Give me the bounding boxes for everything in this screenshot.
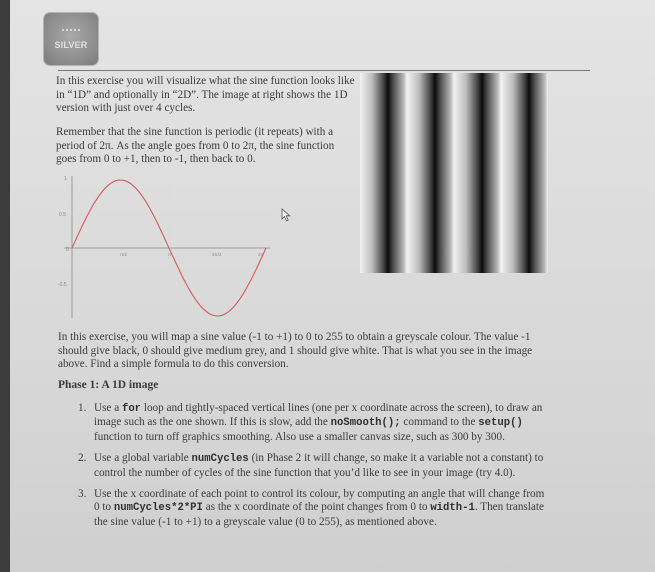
step-text: Use the x coordinate of each point to control its colour, by computing an angle that will change from 0 to xyxy=(94,488,545,514)
step-number: 3. xyxy=(78,488,87,501)
step-text: Use a xyxy=(94,402,122,414)
code-numcycles-2pi: numCycles*2*PI xyxy=(113,502,203,515)
step-3 xyxy=(78,488,548,529)
code-setup: setup() xyxy=(478,417,523,430)
x-tick-pi-2: π/2 xyxy=(120,252,127,257)
code-for: for xyxy=(121,403,142,415)
intro-paragraph-2: Remember that the sine function is periodic (it repeats) with a period of 2π. As the angle goes from 0 to 2π, the sine function goes from 0 to +1, then to -1, then back to 0. xyxy=(56,126,335,166)
step-text: function to turn off graphics smoothing. Also use a smaller canvas size, such as 300 by 300. xyxy=(94,430,505,443)
sine-plot xyxy=(58,170,278,320)
step-number: 1. xyxy=(78,402,87,414)
y-tick-1: 1 xyxy=(64,176,67,182)
step-text: Use a global variable xyxy=(94,452,192,465)
step-2 xyxy=(78,452,548,480)
x-tick-3pi-2: 3π/2 xyxy=(212,252,222,257)
instruction-steps xyxy=(78,402,548,537)
mouse-cursor-icon xyxy=(281,208,293,222)
step-1 xyxy=(78,402,548,444)
x-tick-2pi: 2π xyxy=(258,252,264,257)
step-text: as the x coordinate of the point changes from 0 to xyxy=(202,501,431,514)
code-numcycles: numCycles xyxy=(191,453,249,466)
step-number: 2. xyxy=(78,452,87,465)
silver-logo xyxy=(44,13,98,65)
x-tick-pi: π xyxy=(168,252,172,257)
sine-stripes-image xyxy=(360,73,548,273)
code-width-minus-1: width-1 xyxy=(430,502,475,515)
logo-dots xyxy=(62,29,80,34)
step-text: loop and tightly-spaced vertical lines (one per x coordinate across the screen), to draw an image such as the one shown. If this is slow, add the xyxy=(94,402,543,429)
code-nosmooth: noSmooth(); xyxy=(330,417,401,430)
y-tick-0-5: 0.5 xyxy=(59,212,66,218)
header-divider xyxy=(58,70,590,71)
phase-1-heading: Phase 1: A 1D image xyxy=(58,379,159,391)
step-text: (in Phase 2 it will change, so make it a variable not a constant) to control the number of cycles of the sine function that you’d like to see in your image (try 4.0). xyxy=(94,452,544,479)
step-text: . Then translate the sine value (-1 to +1) to a greyscale value (0 to 255), as mentioned above. xyxy=(94,501,544,528)
y-tick-0: 0 xyxy=(66,247,69,253)
step-text: command to the xyxy=(400,416,479,429)
y-tick-neg-0-5: -0.5 xyxy=(58,282,67,288)
intro-paragraph-1: In this exercise you will visualize what the sine function looks like in “1D” and optionally in “2D”. The image at right shows the 1D version with just over 4 cycles. xyxy=(56,75,355,115)
body-paragraph: In this exercise, you will map a sine value (-1 to +1) to 0 to 255 to obtain a greyscale colour. The value -1 should give black, 0 should give medium grey, and 1 should give white. That is what you see in the image above. Find a simple formula to do this conversion. xyxy=(58,331,533,371)
logo-text: SILVER xyxy=(54,40,88,50)
